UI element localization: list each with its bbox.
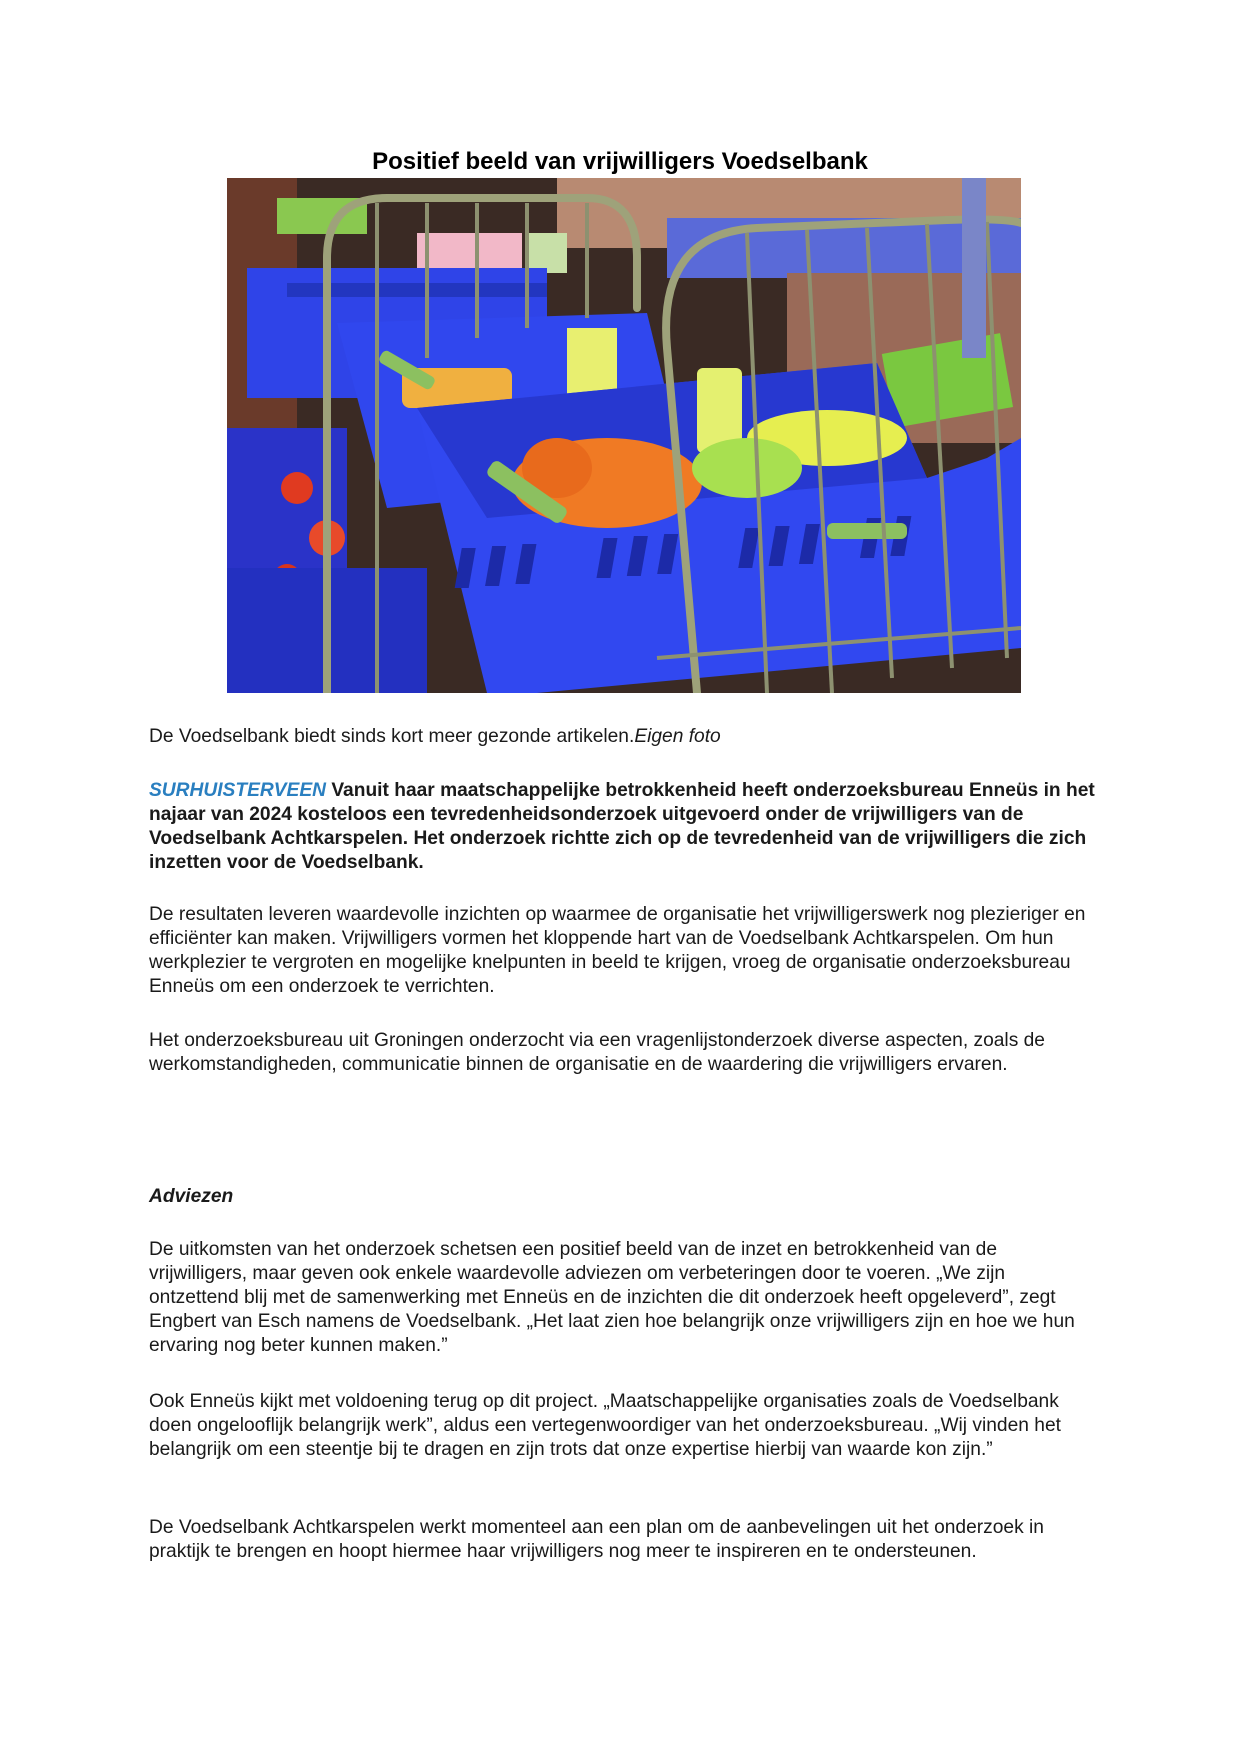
article-photo bbox=[227, 178, 1021, 693]
body-paragraph-5: De Voedselbank Achtkarspelen werkt momenteel aan een plan om de aanbevelingen uit het onderzoek in praktijk te brengen en hoopt hiermee haar vrijwilligers nog meer te inspireren en te ondersteunen. bbox=[149, 1517, 1044, 1562]
dateline: SURHUISTERVEEN bbox=[149, 780, 326, 801]
lead-paragraph bbox=[149, 779, 1099, 875]
body-paragraph-1: De resultaten leveren waardevolle inzichten op waarmee de organisatie het vrijwilligerswerk nog plezieriger en efficiënter kan maken. Vrijwilligers vormen het kloppende hart van de Voedselbank Achtkarspelen. Om hun werkplezier te vergroten en mogelijke knelpunten in beeld te krijgen, vroeg de organisatie onderzoeksbureau Enneüs om een onderzoek te verrichten. bbox=[149, 904, 1086, 997]
photo-caption bbox=[149, 725, 1099, 749]
subheading: Adviezen bbox=[149, 1186, 234, 1207]
body-paragraph-2: Het onderzoeksbureau uit Groningen onderzocht via een vragenlijstonderzoek diverse aspecten, zoals de werkomstandigheden, communicatie binnen de organisatie en de waardering die vrijwilligers ervaren. bbox=[149, 1030, 1045, 1075]
body-paragraph-4: Ook Enneüs kijkt met voldoening terug op dit project. „Maatschappelijke organisaties zoals de Voedselbank doen ongelooflijk belangrijk werk”, aldus een vertegenwoordiger van het onderzoeksbureau. „Wij vinden het belangrijk om een steentje bij te dragen en zijn trots dat onze expertise hierbij van waarde kon zijn.” bbox=[149, 1391, 1061, 1460]
caption-text: De Voedselbank biedt sinds kort meer gezonde artikelen. bbox=[149, 726, 635, 747]
article-title: Positief beeld van vrijwilligers Voedselbank bbox=[372, 148, 868, 175]
body-paragraph-3: De uitkomsten van het onderzoek schetsen een positief beeld van de inzet en betrokkenheid van de vrijwilligers, maar geven ook enkele waardevolle adviezen om verbeteringen door te voeren. „We zijn ontzettend blij met de samenwerking met Enneüs en de inzichten die dit onderzoek heeft opgeleverd”, zegt Engbert van Esch namens de Voedselbank. „Het laat zien hoe belangrijk onze vrijwilligers zijn en hoe we hun ervaring nog beter kunnen maken.” bbox=[149, 1239, 1075, 1356]
lead-text: Vanuit haar maatschappelijke betrokkenheid heeft onderzoeksbureau Enneüs in het najaar van 2024 kosteloos een tevredenheidsonderzoek uitgevoerd onder de vrijwilligers van de Voedselbank Achtkarspelen. Het onderzoek richtte zich op de tevredenheid van de vrijwilligers die zich inzetten voor de Voedselbank. bbox=[149, 780, 1095, 873]
caption-credit: Eigen foto bbox=[634, 726, 721, 747]
